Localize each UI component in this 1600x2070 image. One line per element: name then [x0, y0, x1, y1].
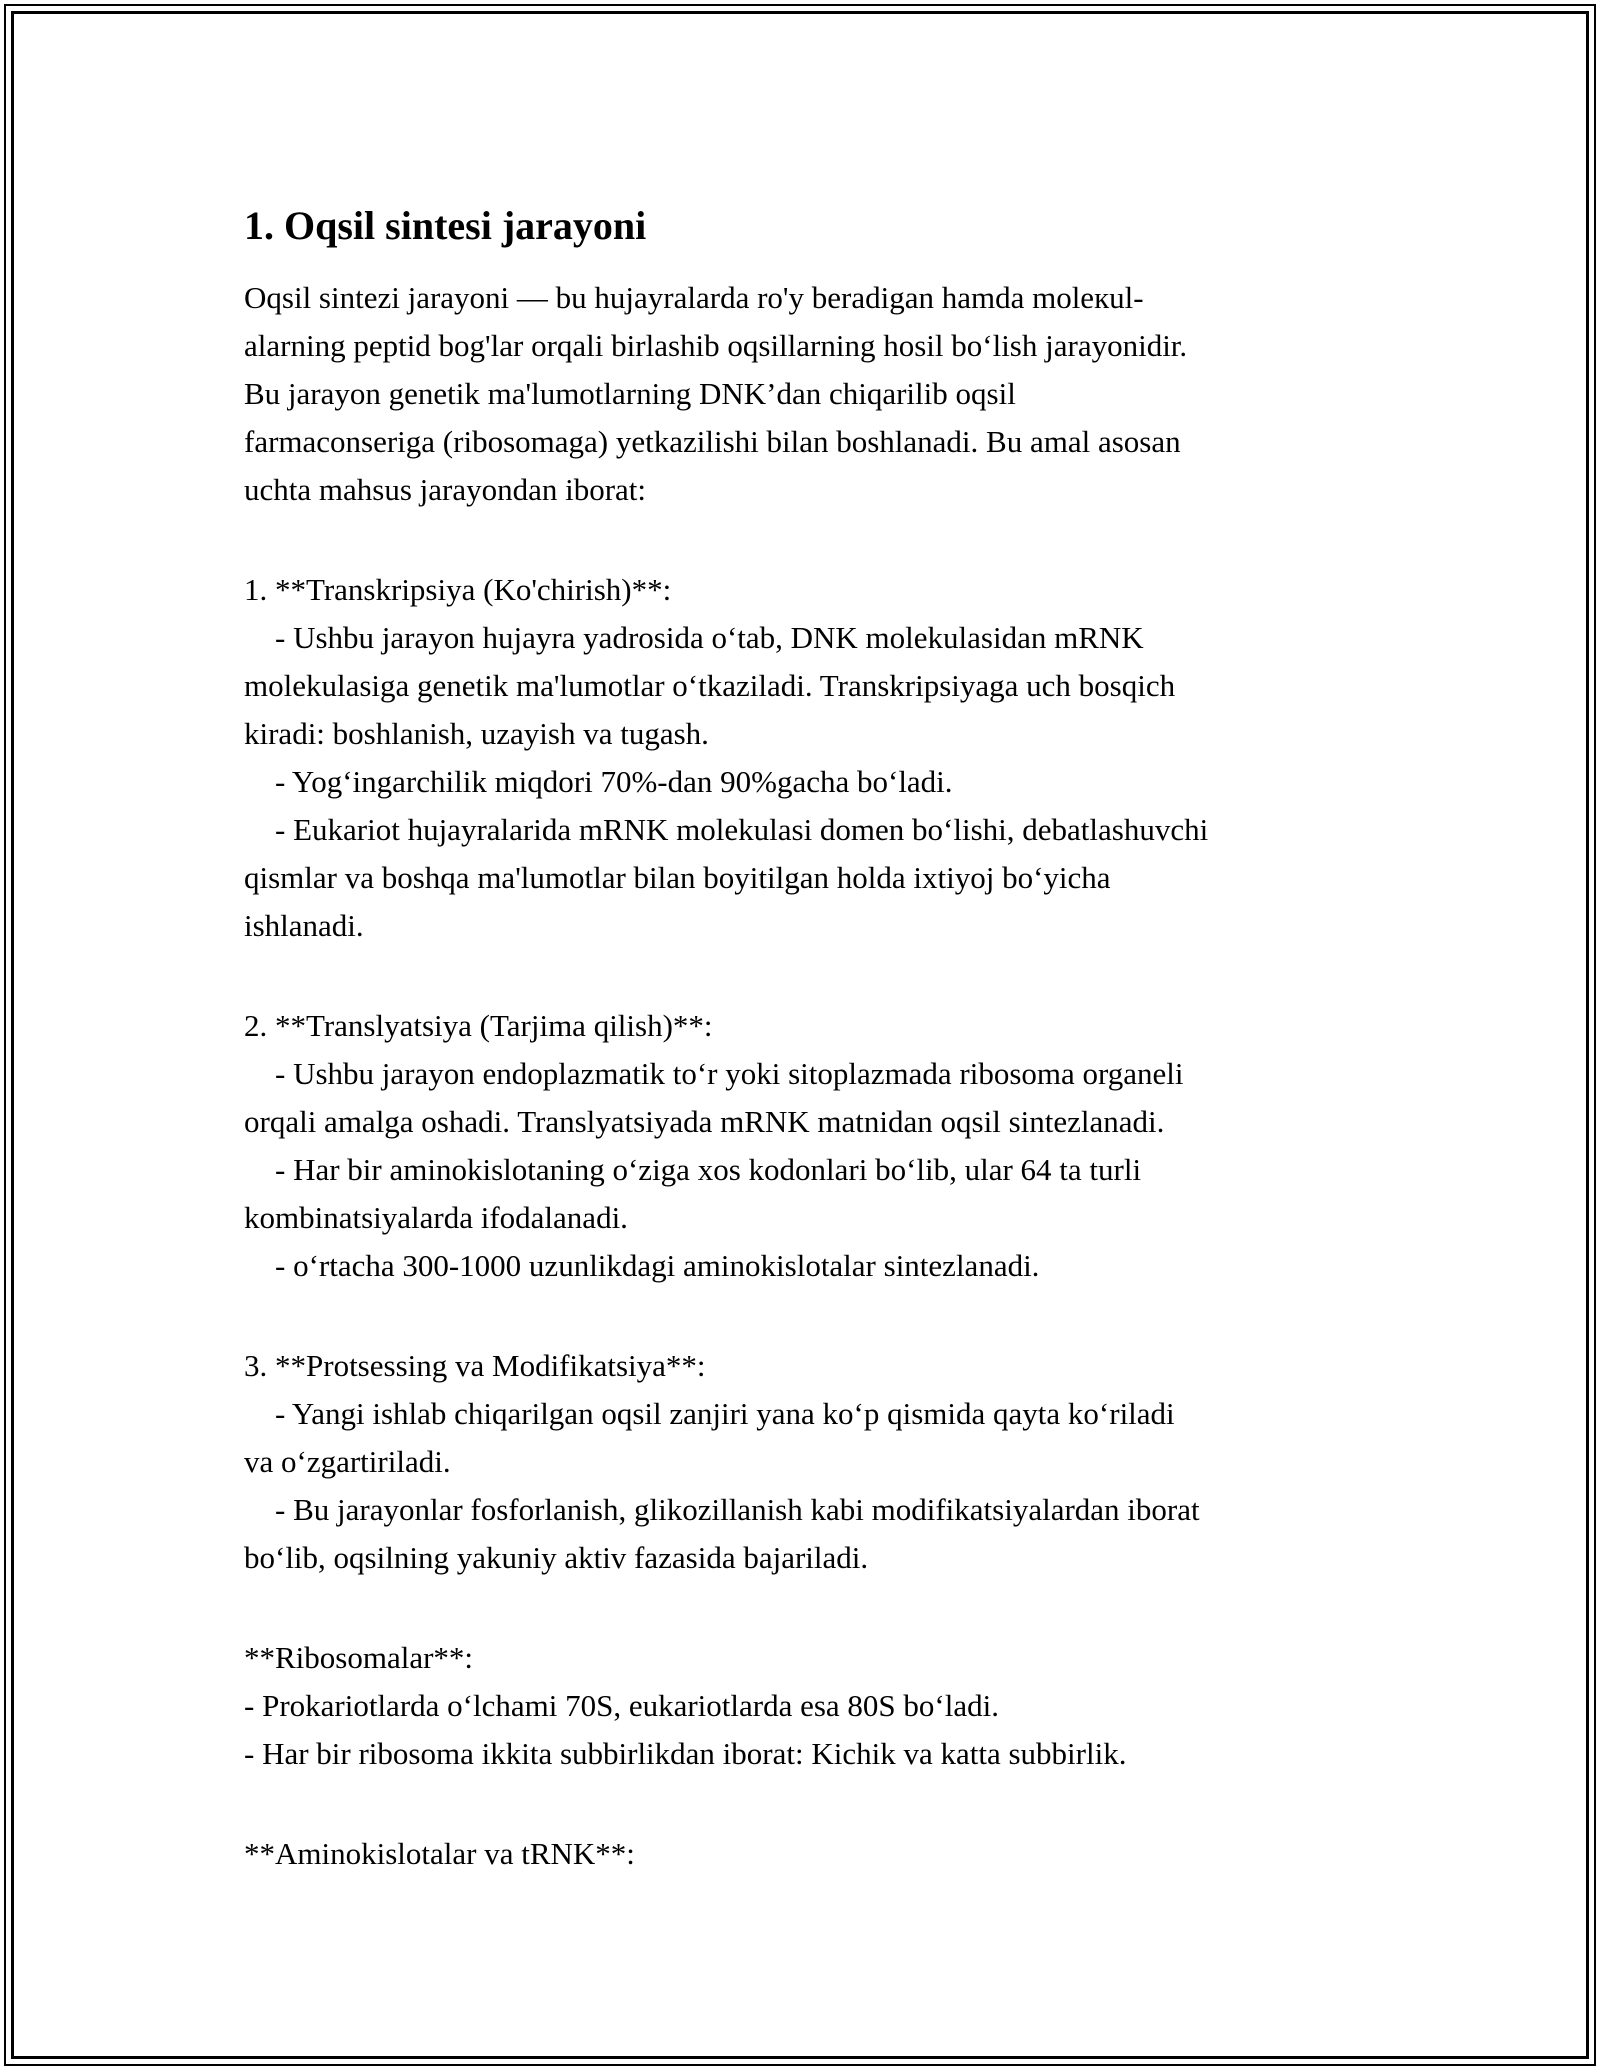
section-transkripsiya — [244, 566, 1446, 950]
text-line: Oqsil sintezi jarayoni — bu hujayralarda ro'y beradigan hamda moleкul- — [244, 280, 1144, 315]
text-line: - Yogʻingarchilik miqdori 70%-dan 90%gacha boʻladi. — [244, 764, 953, 799]
text-line: alarning peptid bog'lar orqali birlashib oqsillarning hosil boʻlish jarayonidir. — [244, 328, 1188, 363]
text-line: Bu jarayon genetik ma'lumotlarning DNK’dan chiqarilib oqsil — [244, 376, 1016, 411]
section-heading: **Aminokislotalar va tRNK**: — [244, 1836, 635, 1871]
text-line: farmaconseriga (ribosomaga) yetkazilishi bilan boshlanadi. Bu amal asosan — [244, 424, 1181, 459]
page-title: 1. Oqsil sintesi jarayoni — [244, 203, 647, 248]
text-line: va oʻzgartiriladi. — [244, 1444, 451, 1479]
page-outer-border — [4, 4, 1596, 2066]
text-line: - oʻrtacha 300-1000 uzunlikdagi aminokislotalar sintezlanadi. — [244, 1248, 1040, 1283]
text-line: - Ushbu jarayon endoplazmatik toʻr yoki sitoplazmada ribosoma organeli — [244, 1056, 1184, 1091]
text-line: - Prokariotlarda oʻlchami 70S, eukariotlarda esa 80S boʻladi. — [244, 1688, 999, 1723]
text-line: molekulasiga genetik ma'lumotlar oʻtkaziladi. Transkripsiyaga uch bosqich — [244, 668, 1176, 703]
text-line: boʻlib, oqsilning yakuniy aktiv fazasida bajariladi. — [244, 1540, 869, 1575]
text-line: - Eukariot hujayralarida mRNK molekulasi domen boʻlishi, debatlashuvchi — [244, 812, 1209, 847]
text-line: ishlanadi. — [244, 908, 364, 943]
section-protsessing — [244, 1342, 1446, 1582]
section-ribosomalar — [244, 1634, 1446, 1778]
page-inner-border — [11, 11, 1589, 2059]
section-heading: 3. **Protsessing va Modifikatsiya**: — [244, 1348, 706, 1383]
text-line: kiradi: boshlanish, uzayish va tugash. — [244, 716, 709, 751]
text-line: kombinatsiyalarda ifodalanadi. — [244, 1200, 628, 1235]
text-line: - Ushbu jarayon hujayra yadrosida oʻtab, DNK molekulasidan mRNK — [244, 620, 1144, 655]
section-translyatsiya — [244, 1002, 1446, 1290]
intro-paragraph — [244, 274, 1446, 514]
section-heading: **Ribosomalar**: — [244, 1640, 474, 1675]
text-line: qismlar va boshqa ma'lumotlar bilan boyitilgan holda ixtiyoj boʻyicha — [244, 860, 1111, 895]
document-content — [14, 14, 1586, 1878]
text-line: - Har bir ribosoma ikkita subbirlikdan iborat: Kichik va katta subbirlik. — [244, 1736, 1127, 1771]
text-line: - Bu jarayonlar fosforlanish, glikozillanish kabi modifikatsiyalardan iborat — [244, 1492, 1200, 1527]
text-line: orqali amalga oshadi. Translyatsiyada mRNK matnidan oqsil sintezlanadi. — [244, 1104, 1165, 1139]
section-heading: 2. **Translyatsiya (Tarjima qilish)**: — [244, 1008, 713, 1043]
section-aminokislotalar — [244, 1830, 1446, 1878]
text-line: - Yangi ishlab chiqarilgan oqsil zanjiri yana koʻp qismida qayta koʻriladi — [244, 1396, 1175, 1431]
text-line: uchta mahsus jarayondan iborat: — [244, 472, 647, 507]
text-line: - Har bir aminokislotaning oʻziga xos kodonlari boʻlib, ular 64 ta turli — [244, 1152, 1142, 1187]
section-heading: 1. **Transkripsiya (Ko'chirish)**: — [244, 572, 672, 607]
